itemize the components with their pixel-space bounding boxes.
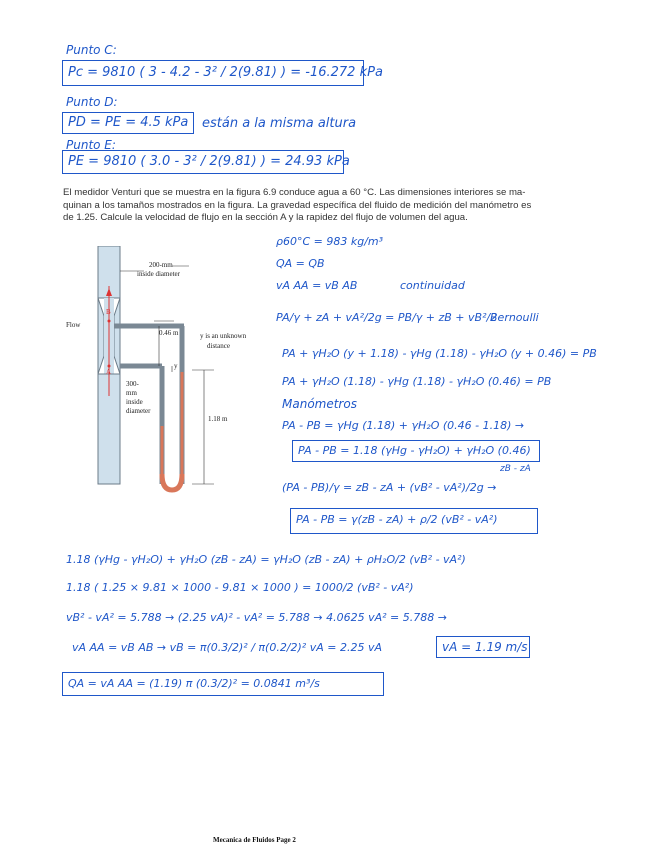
bernoulli-rearranged: (PA - PB)/γ = zB - zA + (vB² - vA²)/2g → — [282, 481, 497, 494]
label-flow: Flow — [66, 321, 81, 329]
label-inside-diameter: inside diameter — [137, 270, 180, 278]
pe-expression: PE = 9810 ( 3.0 - 3² / 2(9.81) ) = 24.93 kPa — [68, 154, 350, 169]
bottom-eq-2: 1.18 ( 1.25 × 9.81 × 1000 - 9.81 × 1000 ) = 1000/2 (vB² - vA²) — [66, 581, 414, 594]
density-line: ρ60°C = 983 kg/m³ — [276, 235, 384, 248]
manometer-eq-2: PA + γH₂O (1.18) - γHg (1.18) - γH₂O (0.46) = PB — [282, 375, 552, 388]
flow-result: QA = vA AA = (1.19) π (0.3/2)² = 0.0841 m³/s — [68, 677, 320, 690]
punto-d-label: Punto D: — [66, 95, 118, 109]
punto-c-label: Punto C: — [66, 43, 117, 57]
problem-statement: El medidor Venturi que se muestra en la figura 6.9 conduce agua a 60 °C. Las dimensiones interiores se ma- quinan a los tamaños mostrados en la figura. La gravedad específica del fluido de medición del manómetro es de 1.25. Calcule la velocidad de flujo en la sección A y la rapidez del flujo de volumen del agua. — [63, 187, 532, 223]
label-unknown-1: y is an unknown — [200, 332, 247, 340]
bottom-eq-4: vA AA = vB AB → vB = π(0.3/2)² / π(0.2/2)² vA = 2.25 vA — [72, 641, 382, 654]
label-300-c: inside — [126, 398, 143, 406]
misma-altura-note: están a la misma altura — [202, 116, 357, 131]
punto-e-label: Punto E: — [66, 138, 116, 152]
bernoulli-line: PA/γ + zA + vA²/2g = PB/γ + zB + vB²/2 — [276, 311, 498, 324]
label-a: A — [106, 368, 112, 376]
manometros-heading: Manómetros — [282, 397, 357, 411]
manometer-eq-4: PA - PB = 1.18 (γHg - γH₂O) + γH₂O (0.46) — [298, 444, 531, 457]
bernoulli-note: Bernoulli — [490, 311, 539, 324]
label-300-b: mm — [126, 389, 137, 397]
continuity-line-2: vA AA = vB AB — [276, 279, 358, 292]
label-118: 1.18 m — [208, 415, 228, 423]
continuity-line-1: QA = QB — [276, 257, 325, 270]
label-y: y — [174, 362, 178, 370]
velocity-result: vA = 1.19 m/s — [442, 640, 528, 654]
page-footer: Mecanica de Fluidos Page 2 — [213, 836, 296, 844]
venturi-figure — [64, 246, 274, 496]
pc-expression: Pc = 9810 ( 3 - 4.2 - 3² / 2(9.81) ) = -16.272 kPa — [68, 65, 383, 80]
manometer-eq-3: PA - PB = γHg (1.18) + γH₂O (0.46 - 1.18) → — [282, 419, 525, 432]
label-300-d: diameter — [126, 407, 151, 415]
label-200mm: 200-mm — [149, 261, 173, 269]
bottom-eq-3: vB² - vA² = 5.788 → (2.25 vA)² - vA² = 5.788 → 4.0625 vA² = 5.788 → — [66, 611, 447, 624]
label-b: B — [106, 308, 111, 316]
label-300-a: 300- — [126, 380, 139, 388]
label-unknown-2: distance — [207, 342, 230, 350]
bernoulli-boxed-eq: PA - PB = γ(zB - zA) + ρ/2 (vB² - vA²) — [296, 513, 498, 526]
pd-expression: PD = PE = 4.5 kPa — [68, 115, 189, 130]
continuity-note: continuidad — [400, 279, 465, 292]
label-046: 0.46 m — [159, 329, 179, 337]
manometer-eq-1: PA + γH₂O (y + 1.18) - γHg (1.18) - γH₂O (y + 0.46) = PB — [282, 347, 597, 360]
bottom-eq-1: 1.18 (γHg - γH₂O) + γH₂O (zB - zA) = γH₂O (zB - zA) + ρH₂O/2 (vB² - vA²) — [66, 553, 466, 566]
zb-za-note: zB - zA — [500, 464, 531, 474]
